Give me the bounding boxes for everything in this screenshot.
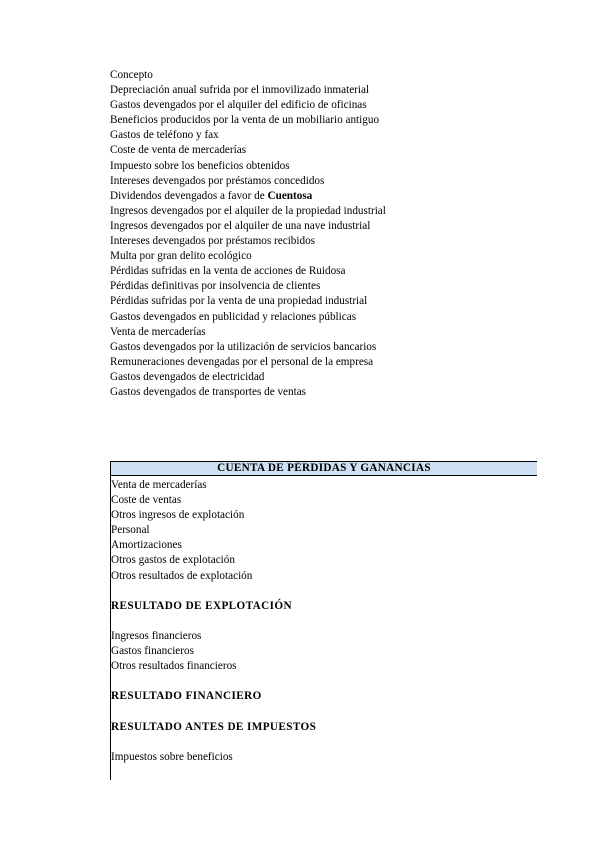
- pl-financial-line: Gastos financieros: [111, 645, 194, 658]
- concept-item: Gastos devengados de transportes de ventas: [110, 385, 307, 398]
- pl-table: [111, 478, 316, 765]
- concept-item: Venta de mercaderías: [110, 325, 206, 338]
- pl-line: Otros resultados de explotación: [111, 569, 253, 582]
- concept-item: Beneficios producidos por la venta de un mobiliario antiguo: [110, 114, 380, 127]
- pl-financial-line: Otros resultados financieros: [111, 660, 237, 673]
- concept-item: Ingresos devengados por el alquiler de la propiedad industrial: [110, 204, 386, 217]
- concept-item: Coste de venta de mercaderías: [110, 144, 247, 157]
- pl-financial-line: Ingresos financieros: [111, 629, 202, 642]
- pl-line: Venta de mercaderías: [111, 479, 207, 491]
- concept-item: Depreciación anual sufrida por el inmovilizado inmaterial: [110, 84, 370, 97]
- pl-title: CUENTA DE PÉRDIDAS Y GANANCIAS: [110, 461, 537, 476]
- pl-line: Coste de ventas: [111, 494, 182, 507]
- concepts-list: [110, 68, 386, 400]
- pl-line: Personal: [111, 524, 150, 537]
- spacer: [111, 614, 316, 629]
- impuestos-line: Impuestos sobre beneficios: [111, 750, 233, 763]
- concept-item: Ingresos devengados por el alquiler de una nave industrial: [110, 219, 371, 232]
- concept-item: Pérdidas definitivas por insolvencia de clientes: [110, 280, 321, 293]
- concept-item: Dividendos devengados a favor de: [110, 189, 268, 202]
- concept-item: Gastos de teléfono y fax: [110, 129, 219, 142]
- concept-item: Gastos devengados por el alquiler del edificio de oficinas: [110, 99, 367, 112]
- concept-item: Pérdidas sufridas en la venta de acciones de Ruidosa: [110, 265, 346, 278]
- concept-item: Multa por gran delito ecológico: [110, 250, 252, 263]
- pl-line: Otros gastos de explotación: [111, 554, 235, 567]
- resultado-financiero: RESULTADO FINANCIERO: [111, 690, 262, 703]
- resultado-antes-impuestos: RESULTADO ANTES DE IMPUESTOS: [111, 720, 317, 733]
- concept-item: Impuesto sobre los beneficios obtenidos: [110, 159, 290, 172]
- company-name: Cuentosa: [267, 189, 313, 202]
- concept-item: Concepto: [110, 69, 153, 81]
- concept-item: Gastos devengados por la utilización de servicios bancarios: [110, 340, 377, 353]
- spacer: [111, 584, 316, 599]
- concept-item-dividends: [110, 189, 386, 204]
- concept-item: Pérdidas sufridas por la venta de una propiedad industrial: [110, 295, 368, 308]
- concept-item: Intereses devengados por préstamos recibidos: [110, 235, 316, 248]
- spacer: [111, 674, 316, 689]
- spacer: [111, 704, 316, 719]
- pl-line: Amortizaciones: [111, 539, 182, 552]
- concept-item: Gastos devengados de electricidad: [110, 370, 265, 383]
- spacer: [111, 735, 316, 750]
- concept-item: Remuneraciones devengadas por el personal de la empresa: [110, 355, 374, 368]
- concept-item: Intereses devengados por préstamos concedidos: [110, 174, 325, 187]
- pl-line: Otros ingresos de explotación: [111, 509, 245, 522]
- concept-item: Gastos devengados en publicidad y relaciones públicas: [110, 310, 357, 323]
- resultado-explotacion: RESULTADO DE EXPLOTACIÓN: [111, 599, 292, 612]
